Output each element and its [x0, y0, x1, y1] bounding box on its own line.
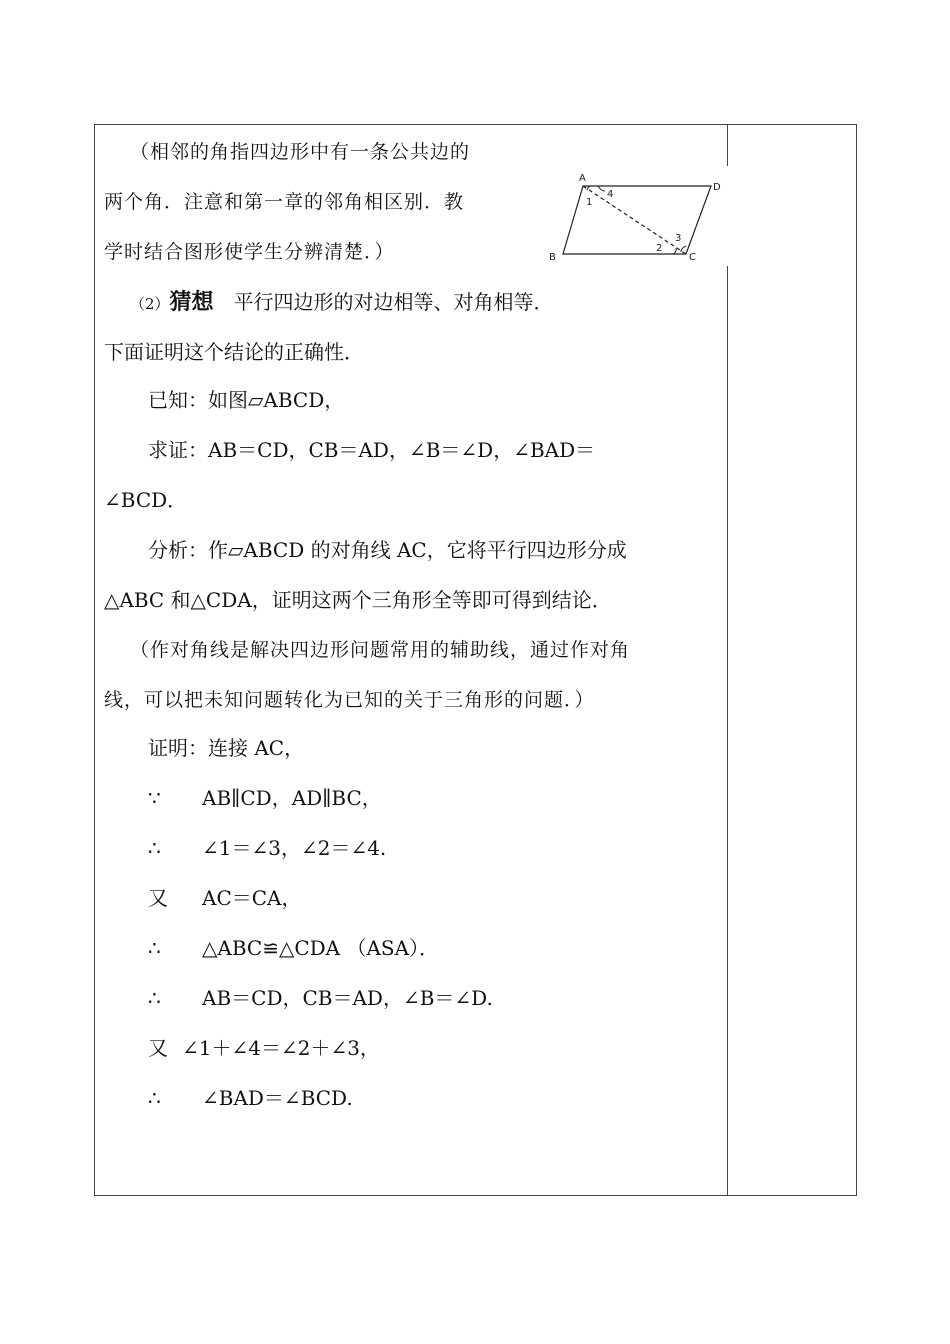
- proof-symbol: 又: [148, 1036, 168, 1060]
- proof-symbol: 又: [148, 886, 168, 910]
- proof-step-text: △ABC≌△CDA （ASA）．: [202, 936, 440, 960]
- proof-symbol: ∴: [148, 986, 161, 1010]
- proof-step-text: AB∥CD，AD∥BC，: [202, 786, 382, 810]
- given-text: 已知：如图▱ABCD，: [148, 388, 345, 412]
- note2-line-2: 线，可以把未知问题转化为已知的关于三角形的问题．）: [104, 689, 595, 711]
- proof-step: [148, 936, 439, 960]
- proof-symbol: ∵: [148, 786, 161, 810]
- conjecture-label: 猜想: [169, 290, 214, 315]
- conjecture-line: [130, 290, 554, 316]
- intro-text: 下面证明这个结论的正确性．: [104, 340, 364, 364]
- column-divider: [727, 124, 728, 1196]
- angle-3-label: 3: [675, 233, 682, 244]
- analysis-line-1: 分析：作▱ABCD 的对角线 AC，它将平行四边形分成: [148, 538, 627, 562]
- note-line-3: 学时结合图形使学生分辨清楚．）: [104, 241, 395, 263]
- label-a: A: [579, 173, 586, 184]
- proof-step-text: AB＝CD，CB＝AD，∠B＝∠D.: [202, 986, 493, 1010]
- note-line-2: 两个角．注意和第一章的邻角相区别．教: [104, 191, 465, 213]
- note2-line-1: （作对角线是解决四边形问题常用的辅助线，通过作对角: [130, 639, 631, 661]
- analysis-line-2: △ABC 和△CDA，证明这两个三角形全等即可得到结论．: [104, 588, 612, 612]
- angle-1-label: 1: [586, 197, 593, 208]
- proof-step: [148, 836, 386, 860]
- label-c: C: [689, 252, 696, 263]
- diagonal-ac: [583, 186, 686, 254]
- angle-2-label: 2: [656, 243, 663, 254]
- proof-step-text: ∠1＋∠4＝∠2＋∠3，: [182, 1036, 380, 1060]
- label-d: D: [713, 182, 721, 193]
- parallelogram-figure: [543, 166, 728, 266]
- proof-step: [148, 1036, 380, 1060]
- label-b: B: [549, 252, 556, 263]
- proof-start: 证明：连接 AC，: [148, 736, 305, 760]
- proof-step: [148, 1086, 353, 1110]
- proof-step-text: AC＝CA，: [202, 886, 302, 910]
- note-line-1: （相邻的角指四边形中有一条公共边的: [130, 141, 471, 163]
- prove-line-1: 求证：AB＝CD，CB＝AD，∠B＝∠D，∠BAD＝: [148, 438, 596, 462]
- angle-4-label: 4: [607, 189, 614, 200]
- proof-symbol: ∴: [148, 936, 161, 960]
- proof-symbol: ∴: [148, 1086, 161, 1110]
- proof-symbol: ∴: [148, 836, 161, 860]
- conjecture-text: 平行四边形的对边相等、对角相等．: [233, 290, 554, 314]
- proof-step: [148, 786, 382, 810]
- proof-step: [148, 986, 493, 1010]
- proof-step-text: ∠BAD＝∠BCD.: [202, 1086, 353, 1110]
- conjecture-number: （2）: [130, 295, 170, 313]
- proof-step-text: ∠1＝∠3，∠2＝∠4.: [202, 836, 387, 860]
- proof-step: [148, 886, 302, 910]
- prove-line-2: ∠BCD．: [104, 488, 188, 512]
